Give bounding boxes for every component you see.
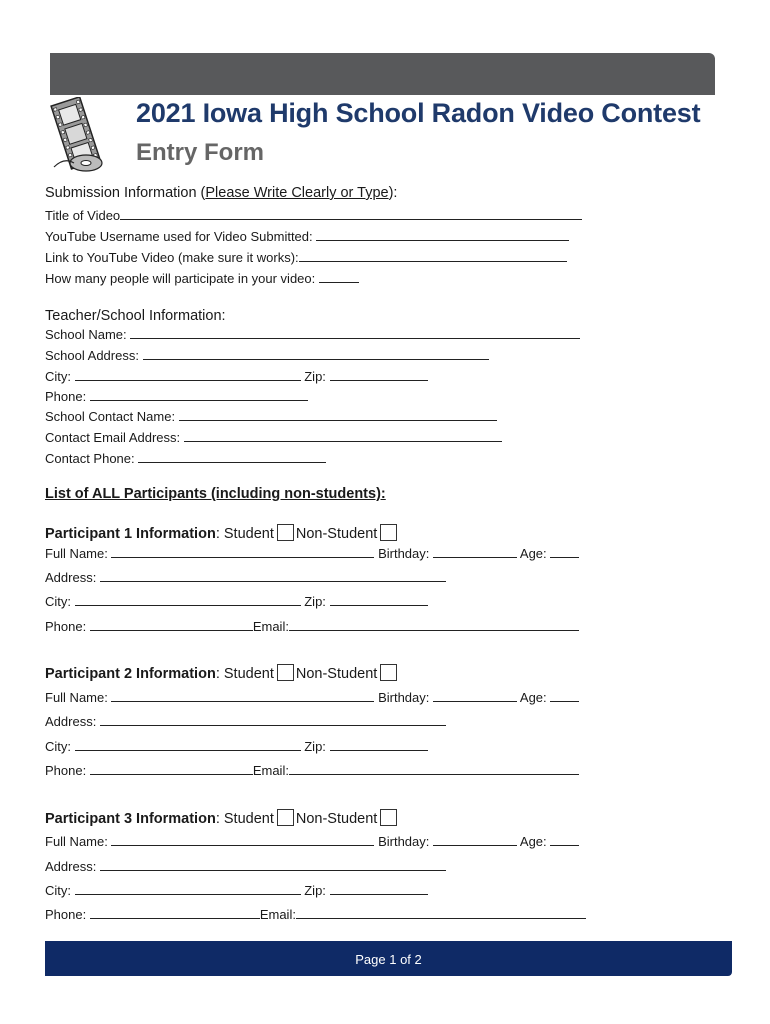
contact-phone-field[interactable] <box>138 451 326 463</box>
video-title-label: Title of Video <box>45 208 121 223</box>
participant-3-zip-field[interactable] <box>330 883 428 895</box>
participant-3-address-field[interactable] <box>100 859 446 871</box>
school-zip-field[interactable] <box>330 369 428 381</box>
participant-3-name-field[interactable] <box>111 834 374 846</box>
video-title-row <box>45 208 582 224</box>
page-subtitle: Entry Form <box>136 139 265 166</box>
contact-email-field[interactable] <box>184 430 502 442</box>
school-city-field[interactable] <box>75 369 301 381</box>
participant-3-age-field[interactable] <box>550 834 579 846</box>
contact-email-row <box>45 430 502 446</box>
youtube-username-row <box>45 229 569 245</box>
school-city-row <box>45 369 428 385</box>
participant-3-phone-field[interactable] <box>90 907 260 919</box>
school-name-label: School Name: <box>45 327 131 342</box>
contact-email-label: Contact Email Address: <box>45 430 184 445</box>
school-address-field[interactable] <box>143 348 489 360</box>
participant-1-student-checkbox[interactable] <box>277 524 294 541</box>
participant-3-address-row: Address: <box>45 859 446 875</box>
participant-1-name-row: Full Name: Birthday: Age: <box>45 546 579 562</box>
youtube-link-label: Link to YouTube Video (make sure it works): <box>45 250 299 265</box>
participant-1-phone-field[interactable] <box>90 619 253 631</box>
page-footer <box>45 941 732 976</box>
participant-3-phone-row: Phone: Email: <box>45 907 586 923</box>
participant-1-address-row: Address: <box>45 570 446 586</box>
contact-name-row <box>45 409 497 425</box>
school-name-row <box>45 327 580 343</box>
school-address-label: School Address: <box>45 348 143 363</box>
contact-phone-label: Contact Phone: <box>45 451 139 466</box>
participant-count-row <box>45 271 359 287</box>
participant-1-address-field[interactable] <box>100 570 446 582</box>
youtube-username-label: YouTube Username used for Video Submitted: <box>45 229 317 244</box>
participant-2-zip-field[interactable] <box>330 739 428 751</box>
participant-2-age-field[interactable] <box>550 690 579 702</box>
participant-2-email-field[interactable] <box>289 763 579 775</box>
participant-2-non-student-checkbox[interactable] <box>380 664 397 681</box>
participant-1-name-field[interactable] <box>111 546 374 558</box>
participant-3-city-row: City: Zip: <box>45 883 428 899</box>
youtube-link-field[interactable] <box>299 250 567 262</box>
participant-1-heading: Participant 1 Information: Student Non-Student <box>45 524 399 542</box>
participant-1-age-field[interactable] <box>550 546 579 558</box>
participant-1-city-row: City: Zip: <box>45 594 428 610</box>
participant-3-city-field[interactable] <box>75 883 301 895</box>
participant-3-non-student-checkbox[interactable] <box>380 809 397 826</box>
contact-name-field[interactable] <box>179 409 497 421</box>
participant-3-heading: Participant 3 Information: Student Non-Student <box>45 809 399 827</box>
participant-1-non-student-checkbox[interactable] <box>380 524 397 541</box>
participant-3-birthday-field[interactable] <box>433 834 517 846</box>
participant-1-zip-field[interactable] <box>330 594 428 606</box>
city-label: City: <box>45 369 75 384</box>
zip-label: Zip: <box>300 369 330 384</box>
video-title-field[interactable] <box>120 208 582 220</box>
participant-1-phone-row: Phone: Email: <box>45 619 579 635</box>
header-bar <box>50 53 715 95</box>
participant-2-heading: Participant 2 Information: Student Non-Student <box>45 664 399 682</box>
page-number: Page 1 of 2 <box>355 952 422 967</box>
participant-1-birthday-field[interactable] <box>433 546 517 558</box>
participant-2-phone-row: Phone: Email: <box>45 763 579 779</box>
participant-2-student-checkbox[interactable] <box>277 664 294 681</box>
participant-2-phone-field[interactable] <box>90 763 253 775</box>
participant-3-student-checkbox[interactable] <box>277 809 294 826</box>
participants-heading: List of ALL Participants (including non-students): <box>45 486 386 502</box>
participant-count-label: How many people will participate in your video: <box>45 271 319 286</box>
school-phone-field[interactable] <box>90 389 308 401</box>
participant-3-name-row: Full Name: Birthday: Age: <box>45 834 579 850</box>
page-title: 2021 Iowa High School Radon Video Contest <box>136 98 701 128</box>
participant-count-field[interactable] <box>319 271 359 283</box>
school-address-row <box>45 348 489 364</box>
participant-2-address-row: Address: <box>45 714 446 730</box>
teacher-heading: Teacher/School Information: <box>45 308 226 324</box>
participant-2-name-field[interactable] <box>111 690 374 702</box>
school-phone-row <box>45 389 308 405</box>
participant-2-address-field[interactable] <box>100 714 446 726</box>
youtube-username-field[interactable] <box>316 229 569 241</box>
contact-name-label: School Contact Name: <box>45 409 179 424</box>
phone-label: Phone: <box>45 389 90 404</box>
participant-1-email-field[interactable] <box>289 619 579 631</box>
submission-heading: Submission Information (Please Write Clearly or Type): <box>45 185 398 201</box>
youtube-link-row <box>45 250 567 266</box>
participant-2-name-row: Full Name: Birthday: Age: <box>45 690 579 706</box>
participant-2-city-row: City: Zip: <box>45 739 428 755</box>
participant-1-city-field[interactable] <box>75 594 301 606</box>
participant-3-email-field[interactable] <box>296 907 586 919</box>
school-name-field[interactable] <box>130 327 580 339</box>
participant-2-birthday-field[interactable] <box>433 690 517 702</box>
contact-phone-row <box>45 451 326 467</box>
film-reel-icon <box>44 97 114 177</box>
participant-2-city-field[interactable] <box>75 739 301 751</box>
